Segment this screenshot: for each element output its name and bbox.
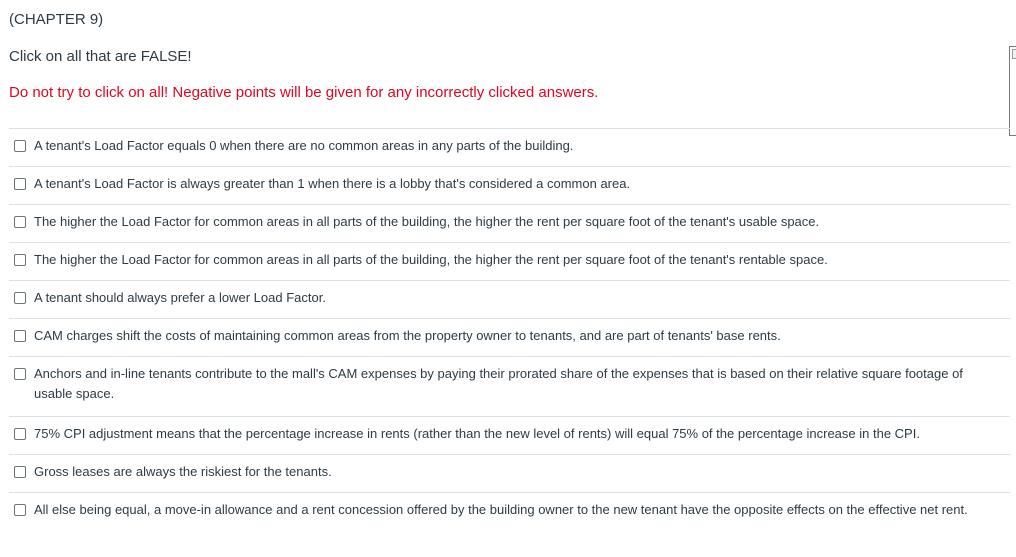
answer-checkbox[interactable] (14, 292, 26, 304)
answer-options-list (9, 128, 1010, 533)
answer-checkbox[interactable] (14, 466, 26, 478)
answer-checkbox[interactable] (14, 254, 26, 266)
answer-checkbox[interactable] (14, 178, 26, 190)
answer-option-label: 75% CPI adjustment means that the percentage increase in rents (rather than the new level of rents) will equal 75% of the percentage increase in the CPI. (34, 426, 920, 441)
answer-option[interactable] (9, 416, 1010, 454)
answer-option-label: The higher the Load Factor for common areas in all parts of the building, the higher the rent per square foot of the tenant's rentable space. (34, 252, 828, 267)
answer-option-label: A tenant should always prefer a lower Load Factor. (34, 290, 326, 305)
answer-option[interactable] (9, 166, 1010, 204)
answer-checkbox[interactable] (14, 368, 26, 380)
question-instruction: Click on all that are FALSE! (9, 48, 192, 65)
answer-option-label: The higher the Load Factor for common areas in all parts of the building, the higher the rent per square foot of the tenant's usable space. (34, 214, 820, 229)
penalty-warning: Do not try to click on all! Negative points will be given for any incorrectly clicked answers. (9, 84, 599, 101)
answer-option-label: A tenant's Load Factor is always greater than 1 when there is a lobby that's considered a common area. (34, 176, 631, 191)
answer-option[interactable] (9, 356, 1010, 416)
answer-checkbox[interactable] (14, 330, 26, 342)
answer-option[interactable] (9, 204, 1010, 242)
answer-checkbox[interactable] (14, 216, 26, 228)
chapter-heading: (CHAPTER 9) (9, 11, 104, 28)
answer-option[interactable] (9, 242, 1010, 280)
answer-option-label: Gross leases are always the riskiest for the tenants. (34, 464, 332, 479)
answer-option[interactable] (9, 280, 1010, 318)
answer-option[interactable] (9, 492, 1010, 533)
scrollbar-thumb[interactable] (1012, 49, 1016, 59)
answer-checkbox[interactable] (14, 504, 26, 516)
answer-option-label: All else being equal, a move-in allowance and a rent concession offered by the building owner to the new tenant have the opposite effects on the effective net rent. (34, 502, 968, 517)
scrollbar[interactable] (1009, 46, 1016, 136)
answer-checkbox[interactable] (14, 140, 26, 152)
answer-option[interactable] (9, 128, 1010, 166)
answer-option-label: CAM charges shift the costs of maintaining common areas from the property owner to tenants, and are part of tenants' base rents. (34, 328, 781, 343)
answer-option-label: Anchors and in-line tenants contribute to the mall's CAM expenses by paying their prorated share of the expenses that is based on their relative square footage of usable space. (34, 366, 963, 401)
answer-option-label: A tenant's Load Factor equals 0 when there are no common areas in any parts of the building. (34, 138, 574, 153)
answer-option[interactable] (9, 454, 1010, 492)
answer-option[interactable] (9, 318, 1010, 356)
answer-checkbox[interactable] (14, 428, 26, 440)
